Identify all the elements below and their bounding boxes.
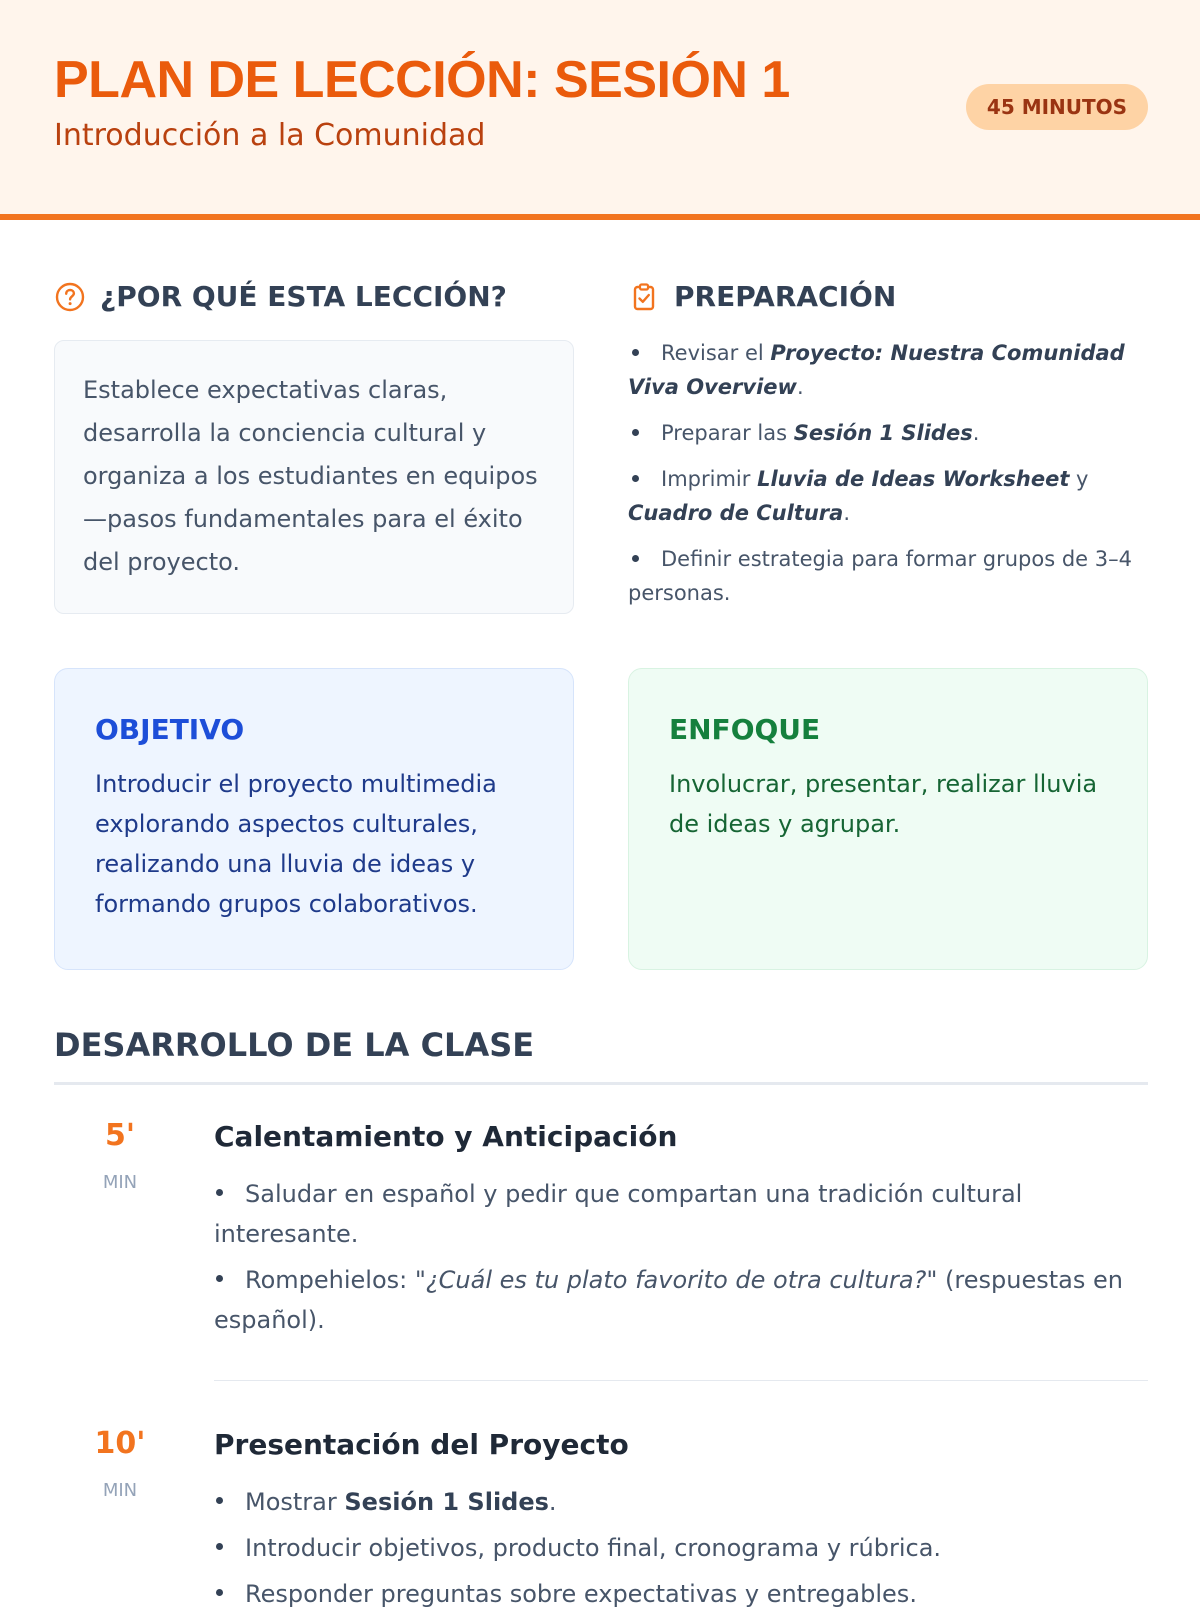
page-subtitle: Introducción a la Comunidad [54, 118, 486, 153]
divider [54, 1082, 1148, 1085]
objective-text: Introducir el proyecto multimedia explorando aspectos culturales, realizando una lluvia de ideas y formando grupos colaborativos. [95, 770, 497, 918]
objective-card [54, 668, 574, 970]
focus-text: Involucrar, presentar, realizar lluvia de ideas y agrupar. [669, 770, 1098, 838]
step-minutes: 5' [104, 1118, 136, 1153]
step-divider [214, 1380, 1148, 1381]
development-heading: DESARROLLO DE LA CLASE [54, 1026, 535, 1064]
focus-card [628, 668, 1148, 970]
step-minutes: 10' [94, 1426, 146, 1461]
why-heading [54, 280, 507, 313]
clipboard-check-icon [628, 281, 660, 313]
objective-title: OBJETIVO [95, 713, 245, 746]
prep-title: PREPARACIÓN [674, 280, 897, 313]
question-circle-icon [54, 281, 86, 313]
why-card [54, 340, 574, 614]
step-item: Saludar en español y pedir que compartan una tradición cultural interesante. [214, 1174, 1148, 1254]
step-list [214, 1482, 1148, 1620]
page-title: PLAN DE LECCIÓN: SESIÓN 1 [54, 51, 790, 109]
lesson-header [0, 0, 1200, 220]
step-item: Introducir objetivos, producto final, cronograma y rúbrica. [214, 1528, 1148, 1568]
step-list [214, 1174, 1148, 1346]
why-text: Establece expectativas claras, desarrolla la conciencia cultural y organiza a los estudiantes en equipos —pasos fundamentales para el éxito del proyecto. [83, 376, 538, 576]
prep-item: Preparar las Sesión 1 Slides. [628, 416, 1148, 450]
prep-item: Revisar el Proyecto: Nuestra Comunidad Viva Overview. [628, 336, 1148, 404]
step-minutes-unit: MIN [102, 1480, 138, 1501]
step-title: Presentación del Proyecto [214, 1428, 629, 1461]
why-title: ¿POR QUÉ ESTA LECCIÓN? [100, 280, 507, 313]
duration-badge: 45 MINUTOS [966, 84, 1148, 130]
step-item: Rompehielos: "¿Cuál es tu plato favorito de otra cultura?" (respuestas en español). [214, 1260, 1148, 1340]
prep-list [628, 336, 1148, 622]
step-minutes-unit: MIN [102, 1172, 138, 1193]
prep-item: Imprimir Lluvia de Ideas Worksheet y Cuadro de Cultura. [628, 462, 1148, 530]
prep-heading [628, 280, 896, 313]
focus-title: ENFOQUE [669, 713, 821, 746]
step-item: Mostrar Sesión 1 Slides. [214, 1482, 1148, 1522]
step-item: Responder preguntas sobre expectativas y entregables. [214, 1574, 1148, 1614]
step-title: Calentamiento y Anticipación [214, 1120, 678, 1153]
prep-item: Definir estrategia para formar grupos de 3–4 personas. [628, 542, 1148, 610]
